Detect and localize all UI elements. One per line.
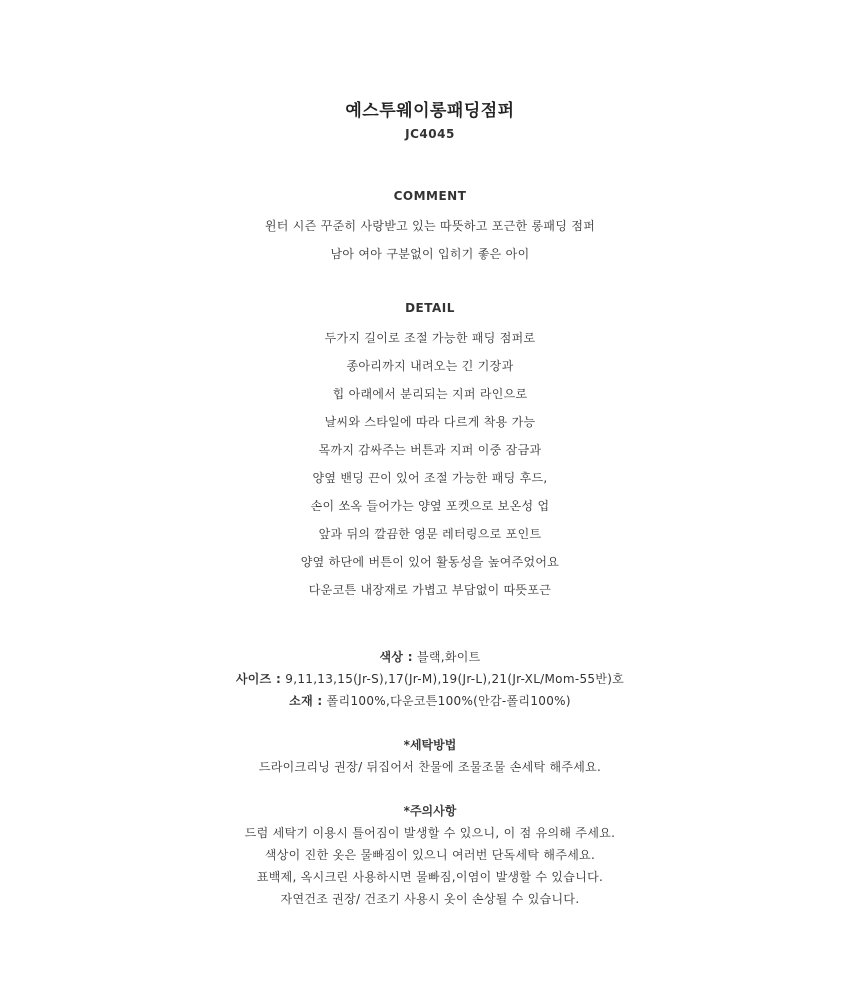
detail-line: 손이 쏘옥 들어가는 양옆 포켓으로 보온성 업	[310, 499, 550, 513]
caution-line: 표백제, 옥시크린 사용하시면 물빠짐,이염이 발생할 수 있습니다.	[256, 870, 604, 884]
spec-size	[0, 670, 860, 687]
spec-color	[0, 648, 860, 665]
detail-line: 다운코튼 내장재로 가볍고 부담없이 따뜻포근	[308, 583, 552, 597]
detail-line: 앞과 뒤의 깔끔한 영문 레터링으로 포인트	[318, 527, 542, 541]
detail-heading: DETAIL	[405, 301, 455, 315]
detail-line: 힙 아래에서 분리되는 지퍼 라인으로	[332, 387, 528, 401]
washing-line: 드라이크리닝 권장/ 뒤집어서 찬물에 조물조물 손세탁 해주세요.	[258, 760, 602, 774]
spec-size-label: 사이즈 :	[235, 672, 282, 686]
spec-color-value: 블랙,화이트	[412, 650, 481, 664]
spec-material	[0, 692, 860, 709]
spec-material-value: 폴리100%,다운코튼100%(안감-폴리100%)	[322, 694, 571, 708]
caution-line: 색상이 진한 옷은 물빠짐이 있으니 여러번 단독세탁 해주세요.	[264, 848, 596, 862]
spec-color-label: 색상 :	[379, 650, 413, 664]
washing-heading: *세탁방법	[403, 738, 457, 752]
comment-heading: COMMENT	[393, 189, 467, 203]
detail-line: 두가지 길이로 조절 가능한 패딩 점퍼로	[324, 331, 536, 345]
detail-line: 날씨와 스타일에 따라 다르게 착용 가능	[324, 415, 536, 429]
spec-size-value: 9,11,13,15(Jr-S),17(Jr-M),19(Jr-L),21(Jr-XL/Mom-55반)호	[281, 672, 625, 686]
caution-line: 자연건조 권장/ 건조기 사용시 옷이 손상될 수 있습니다.	[280, 892, 580, 906]
comment-line: 남아 여아 구분없이 입히기 좋은 아이	[330, 247, 530, 261]
comment-line: 윈터 시즌 꾸준히 사랑받고 있는 따뜻하고 포근한 롱패딩 점퍼	[264, 219, 596, 233]
caution-line: 드럼 세탁기 이용시 틀어짐이 발생할 수 있으니, 이 점 유의해 주세요.	[244, 826, 616, 840]
product-title: 예스투웨이롱패딩점퍼	[345, 101, 515, 121]
detail-line: 종아리까지 내려오는 긴 기장과	[346, 359, 514, 373]
spec-material-label: 소재 :	[289, 694, 323, 708]
detail-line: 목까지 감싸주는 버튼과 지퍼 이중 잠금과	[318, 443, 542, 457]
product-code: JC4045	[405, 127, 455, 141]
caution-heading: *주의사항	[403, 804, 457, 818]
detail-line: 양옆 밴딩 끈이 있어 조절 가능한 패딩 후드,	[312, 471, 548, 485]
detail-line: 양옆 하단에 버튼이 있어 활동성을 높여주었어요	[300, 555, 560, 569]
